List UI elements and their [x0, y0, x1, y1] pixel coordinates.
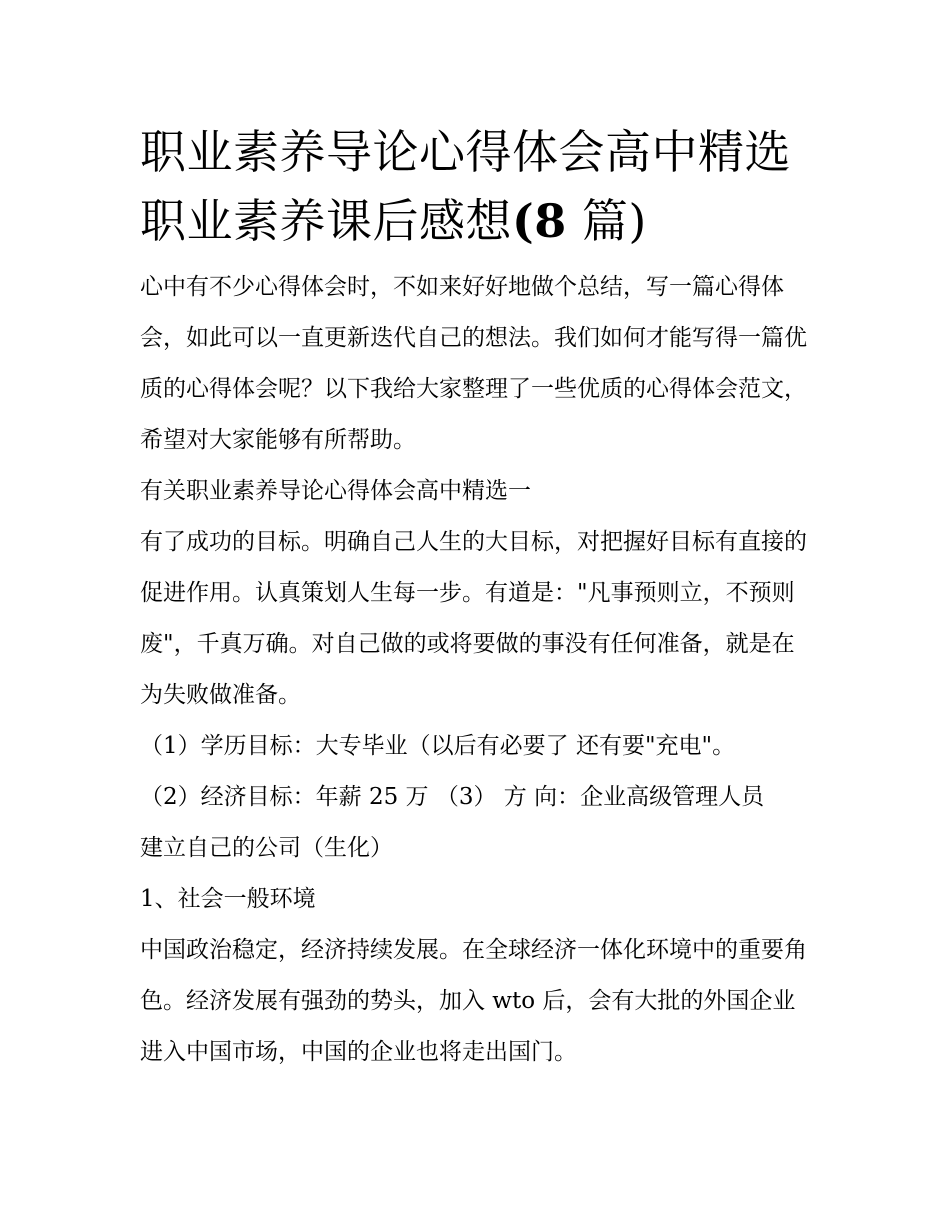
title-suffix: 篇) — [566, 194, 647, 248]
title-count: (8 — [512, 194, 567, 248]
company-goal-line: 建立自己的公司（生化） — [140, 835, 393, 861]
environment-heading: 1、社会一般环境 — [140, 886, 316, 912]
document-title — [140, 118, 820, 256]
intro-paragraph: 心中有不少心得体会时，不如来好好地做个总结，写一篇心得体会，如此可以一直更新迭代自己的想法。我们如何才能写得一篇优质的心得体会呢？以下我给大家整理了一些优质的心得体会范文，希望对大家能够有所帮助。 — [140, 274, 807, 453]
economic-goal-line: （2）经济目标：年薪 25 万 （3） 方 向：企业高级管理人员 — [140, 784, 765, 810]
education-goal-line: （1）学历目标：大专毕业（以后有必要了 还有要"充电"。 — [140, 733, 736, 759]
title-text: 职业素养导论心得体会高中精选 职业素养课后感想 — [140, 125, 791, 248]
goal-paragraph: 有了成功的目标。明确自己人生的大目标，对把握好目标有直接的促进作用。认真策划人生每一步。有道是："凡事预则立，不预则废"，千真万确。对自己做的或将要做的事没有任何准备，就是在为失败做准备。 — [140, 529, 807, 708]
document-body — [140, 262, 812, 1078]
section-heading: 有关职业素养导论心得体会高中精选一 — [140, 478, 531, 504]
environment-paragraph: 中国政治稳定，经济持续发展。在全球经济一体化环境中的重要角色。经济发展有强劲的势头，加入 wto 后，会有大批的外国企业进入中国市场，中国的企业也将走出国门。 — [140, 937, 807, 1065]
